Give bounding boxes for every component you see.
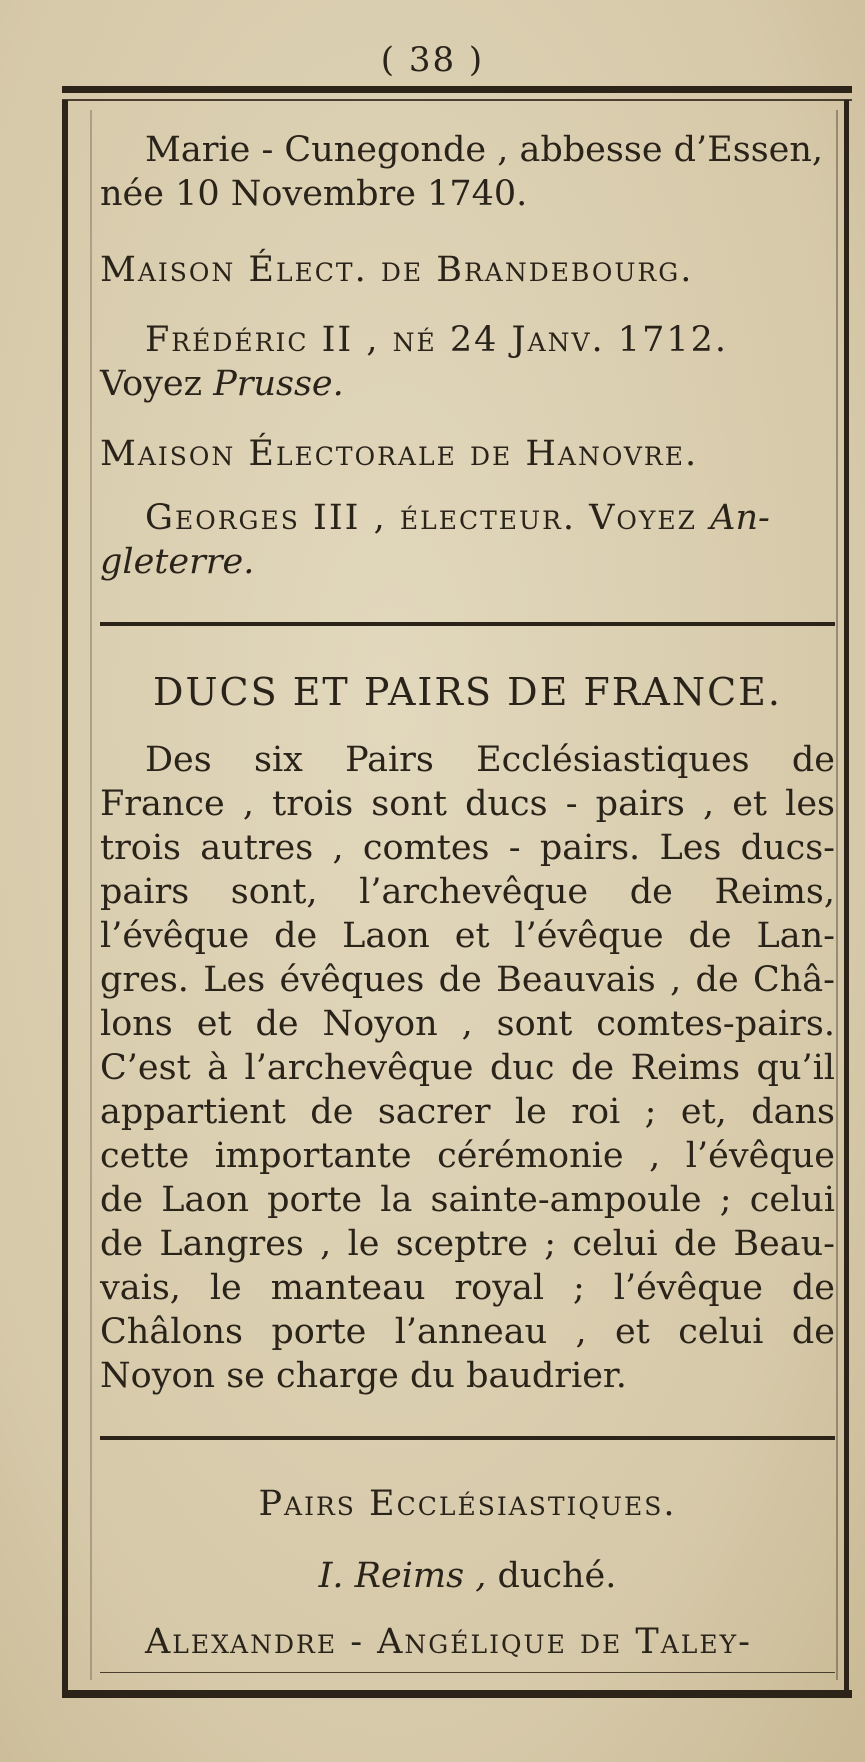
entry-line-1: Marie - Cunegonde , abbesse d’Essen, bbox=[145, 130, 824, 170]
ducs-line-10: cette importante cérémonie , l’évêque bbox=[100, 1136, 835, 1176]
reims-duche: duché. bbox=[486, 1556, 617, 1596]
ducs-line-3: trois autres , comtes - pairs. Les ducs- bbox=[100, 828, 835, 868]
georges-text: Georges III , électeur. Voyez bbox=[145, 498, 711, 538]
reims-name: Reims , bbox=[354, 1556, 487, 1596]
prusse-text: Prusse. bbox=[213, 364, 344, 404]
ducs-line-14: Châlons porte l’anneau , et celui de bbox=[100, 1312, 835, 1352]
inner-right-line bbox=[836, 110, 838, 1680]
ducs-line-4: pairs sont, l’archevêque de Reims, bbox=[100, 872, 835, 912]
ducs-line-12: de Langres , le sceptre ; celui de Beau- bbox=[100, 1224, 835, 1264]
right-border bbox=[844, 100, 849, 1690]
ducs-line-15: Noyon se charge du baudrier. bbox=[100, 1356, 627, 1396]
gleterre-line bbox=[100, 540, 835, 584]
inner-left-line bbox=[90, 110, 92, 1680]
ducs-line-1: Des six Pairs Ecclésiastiques de bbox=[145, 740, 835, 780]
reims-number: I. bbox=[318, 1556, 344, 1596]
maison-brandebourg-heading: Maison Élect. de Brandebourg. bbox=[100, 250, 694, 290]
ducs-line-8: C’est à l’archevêque duc de Reims qu’il bbox=[100, 1048, 835, 1088]
bottom-rule bbox=[62, 1690, 852, 1698]
top-rule-thin bbox=[62, 99, 852, 101]
frederic-text: Frédéric II , né 24 Janv. 1712. bbox=[145, 320, 729, 360]
angleterre-text-b: gleterre. bbox=[100, 542, 255, 582]
ducs-line-11: de Laon porte la sainte-ampoule ; celui bbox=[100, 1180, 835, 1220]
ducs-line-7: lons et de Noyon , sont comtes-pairs. bbox=[100, 1004, 835, 1044]
pairs-heading: Pairs Ecclésiastiques. bbox=[258, 1484, 677, 1524]
page-number: ( 38 ) bbox=[380, 40, 485, 80]
ducs-line-9: appartient de sacrer le roi ; et, dans bbox=[100, 1092, 835, 1132]
top-rule bbox=[62, 86, 852, 93]
ducs-line-2: France , trois sont ducs - pairs , et les bbox=[100, 784, 835, 824]
entry-line-2: née 10 Novembre 1740. bbox=[100, 174, 528, 214]
ducs-line-5: l’évêque de Laon et l’évêque de Lan- bbox=[100, 916, 835, 956]
section-separator-2 bbox=[100, 1436, 835, 1440]
voyez-prusse-line bbox=[100, 362, 835, 406]
ducs-line-13: vais, le manteau royal ; l’évêque de bbox=[100, 1268, 835, 1308]
reims-line bbox=[100, 1554, 835, 1598]
georges-line bbox=[100, 496, 835, 540]
section-separator bbox=[100, 622, 835, 626]
frederic-line bbox=[100, 318, 835, 362]
left-border bbox=[62, 100, 68, 1690]
bottom-thin-rule bbox=[100, 1672, 835, 1673]
voyez-text: Voyez bbox=[100, 364, 214, 404]
angleterre-text-a: An- bbox=[710, 498, 770, 538]
ducs-heading: DUCS ET PAIRS DE FRANCE. bbox=[153, 670, 782, 714]
ducs-line-6: gres. Les évêques de Beauvais , de Châ- bbox=[100, 960, 835, 1000]
alexandre-line: Alexandre - Angélique de Taley- bbox=[145, 1622, 752, 1662]
maison-hanovre-heading: Maison Électorale de Hanovre. bbox=[100, 434, 699, 474]
